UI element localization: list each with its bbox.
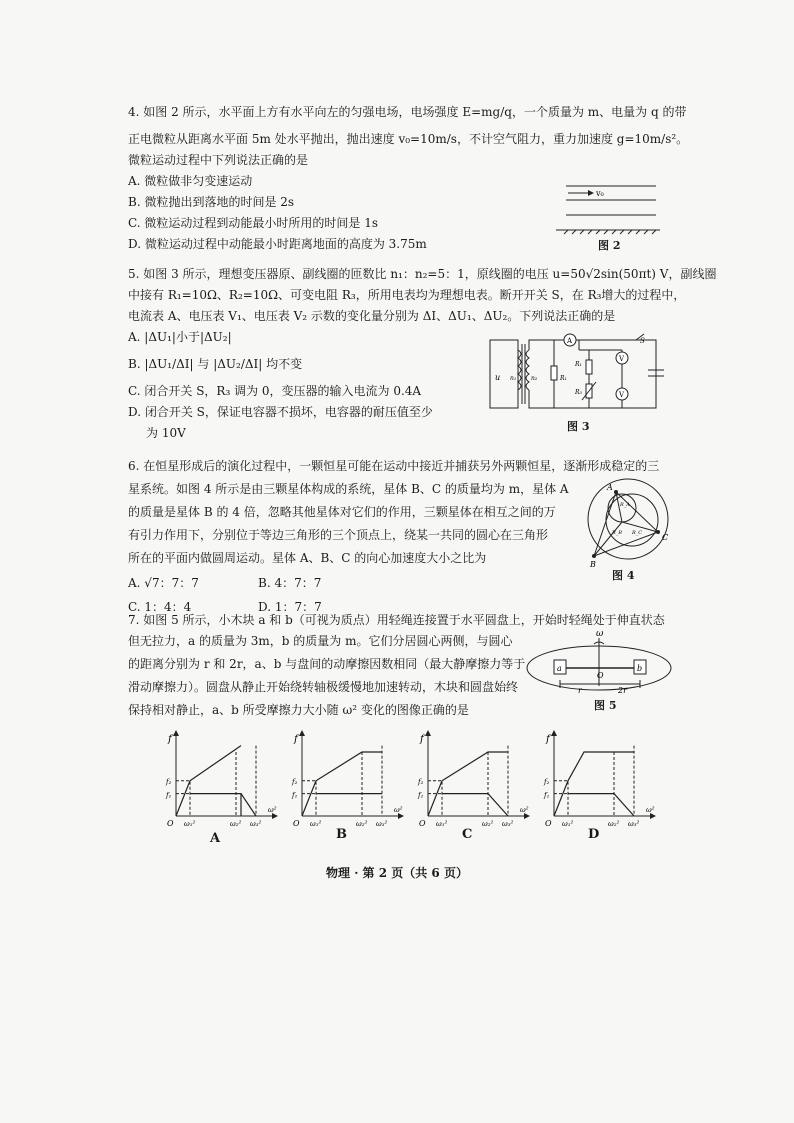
question-4-option-d: D. 微粒运动过程中动能最小时距离地面的高度为 3.75m [128, 237, 427, 251]
question-6-line-2: 星系统。如图 4 所示是由三颗星体构成的系统，星体 B、C 的质量均为 m，星体 A [128, 482, 569, 496]
svg-text:A: A [567, 337, 573, 345]
svg-text:R_A: R_A [620, 502, 630, 508]
chart-0-drop [241, 794, 256, 816]
chart-0-y-arrow [173, 730, 179, 736]
chart-2-ylabel: f [420, 734, 424, 745]
svg-text:A: A [607, 483, 613, 492]
figure-4-three-stars [582, 474, 672, 569]
question-6-option-d: D. 1：7：7 [258, 600, 322, 614]
chart-label-a: A [210, 831, 221, 846]
question-4-line-1: 4. 如图 2 所示，水平面上方有水平向左的匀强电场，电场强度 E=mg/q，一个质量为 m、电量为 q 的带 [128, 105, 687, 119]
chart-0-xlabel: ω² [268, 806, 277, 814]
question-5-line-3: 电流表 A、电压表 V₁、电压表 V₂ 示数的变化量分别为 ΔI、ΔU₁、ΔU₂。下列说法正确的是 [128, 309, 616, 323]
svg-text:S: S [640, 337, 645, 345]
question-4-line-3: 微粒运动过程中下列说法正确的是 [128, 153, 309, 167]
chart-2-curve-a [442, 794, 508, 816]
question-4-option-c: C. 微粒运动过程到动能最小时所用的时间是 1s [128, 216, 378, 230]
chart-1-f2-label: f₂ [292, 777, 298, 786]
figure-3-circuit [486, 328, 666, 418]
svg-text:b: b [637, 664, 643, 673]
question-7-line-2: 但无拉力，a 的质量为 3m，b 的质量为 m。它们分居圆心两侧，与圆心 [128, 634, 513, 648]
chart-0-w2-label: ω₂² [230, 820, 242, 828]
question-6-line-1: 6. 在恒星形成后的演化过程中，一颗恒星可能在运动中接近并捕获另外两颗恒星，逐渐形成稳定的三 [128, 459, 660, 473]
svg-text:V: V [619, 355, 625, 363]
chart-3-curve-a [568, 794, 634, 816]
chart-3-y-arrow [551, 730, 557, 736]
figure-5-label: 图 5 [594, 699, 617, 712]
chart-1-origin: O [293, 819, 300, 828]
chart-1-curve-b [302, 752, 382, 816]
chart-1-w1-label: ω₁² [310, 820, 322, 828]
chart-3-origin: O [545, 819, 552, 828]
question-5-option-b: B. |ΔU₁/ΔI| 与 |ΔU₂/ΔI| 均不变 [128, 357, 303, 371]
svg-text:V: V [619, 391, 625, 399]
figure-3-label: 图 3 [567, 420, 590, 433]
chart-3-f2-label: f₂ [544, 777, 550, 786]
question-5-option-d-cont: 为 10V [146, 426, 186, 440]
svg-text:r: r [578, 686, 582, 695]
question-5-option-a: A. |ΔU₁|小于|ΔU₂| [128, 330, 232, 344]
svg-text:2r: 2r [618, 686, 627, 695]
question-6 [128, 456, 659, 618]
question-6-line-3: 的质量是星体 B 的 4 倍，忽略其他星体对它们的作用，三颗星体在相互之间的万 [128, 505, 556, 519]
question-6-option-b: B. 4：7：7 [258, 576, 322, 590]
chart-1-y-arrow [299, 730, 305, 736]
svg-text:O: O [597, 671, 604, 680]
chart-3-w2-label: ω₂² [608, 820, 620, 828]
question-6-options-row-1 [128, 573, 659, 594]
svg-text:n₂: n₂ [531, 375, 538, 382]
chart-label-b: B [336, 827, 347, 842]
chart-2-xlabel: ω² [520, 806, 529, 814]
question-6-option-c: C. 1：4：4 [128, 600, 192, 614]
svg-text:ω: ω [596, 630, 604, 639]
question-7-line-4: 滑动摩擦力）。圆盘从静止开始绕转轴极缓慢地加速转动，木块和圆盘始终 [128, 680, 519, 694]
question-7-line-5: 保持相对静止，a、b 所受摩擦力大小随 ω² 变化的图像正确的是 [128, 703, 469, 717]
chart-2-y-arrow [425, 730, 431, 736]
figure-5-rotating-disk [524, 630, 674, 696]
chart-1-ylabel: f [294, 734, 298, 745]
question-5-option-d: D. 闭合开关 S，保证电容器不损坏，电容器的耐压值至少 [128, 405, 433, 419]
svg-text:C: C [662, 533, 669, 542]
question-4-option-a: A. 微粒做非匀变速运动 [128, 174, 253, 188]
chart-0-w1-label: ω₁² [184, 820, 196, 828]
chart-2-curve-b [428, 752, 508, 816]
chart-label-d: D [588, 827, 600, 842]
svg-text:u: u [495, 373, 501, 382]
figure-4-label: 图 4 [612, 569, 635, 582]
question-5-option-c: C. 闭合开关 S，R₃ 调为 0，变压器的输入电流为 0.4A [128, 384, 422, 398]
chart-0-ylabel: f [168, 734, 172, 745]
chart-0-curve-a [190, 794, 241, 816]
figure-2-label: 图 2 [598, 239, 621, 252]
figure-2-v0-label: v₀ [596, 189, 604, 198]
chart-3-f1-label: f₁ [544, 791, 550, 800]
svg-text:B: B [590, 560, 596, 569]
chart-label-c: C [462, 827, 473, 842]
chart-1-f1-label: f₁ [292, 791, 298, 800]
svg-text:R_B: R_B [612, 530, 622, 536]
chart-1-w3-label: ω₃² [376, 820, 388, 828]
question-4-option-b: B. 微粒抛出到落地的时间是 2s [128, 195, 295, 209]
chart-0-f2-label: f₂ [166, 777, 172, 786]
svg-text:n₁: n₁ [510, 375, 517, 382]
chart-2-f2-label: f₂ [418, 777, 424, 786]
page-footer: 物理 · 第 2 页（共 6 页） [326, 866, 468, 880]
question-7-line-1: 7. 如图 5 所示，小木块 a 和 b（可视为质点）用轻绳连接置于水平圆盘上，开始时轻绳处于伸直状态 [128, 613, 665, 627]
chart-3-ylabel: f [546, 734, 550, 745]
svg-text:R₃: R₃ [575, 389, 582, 396]
chart-2-w3-label: ω₃² [502, 820, 514, 828]
chart-3-xlabel: ω² [646, 806, 655, 814]
chart-3-w1-label: ω₁² [562, 820, 574, 828]
chart-3-w3-label: ω₃² [628, 820, 640, 828]
chart-0-curve-b [176, 746, 241, 816]
chart-2-w1-label: ω₁² [436, 820, 448, 828]
chart-3-curve-b [554, 752, 634, 816]
question-6-option-a: A. √7：7：7 [128, 576, 199, 590]
chart-0-f1-label: f₁ [166, 791, 172, 800]
question-4-line-2: 正电微粒从距离水平面 5m 处水平抛出，抛出速度 v₀=10m/s，不计空气阻力，重力加速度 g=10m/s²。 [128, 132, 689, 146]
chart-1-w2-label: ω₂² [356, 820, 368, 828]
answer-charts [150, 728, 670, 833]
question-6-line-5: 所在的平面内做圆周运动。星体 A、B、C 的向心加速度大小之比为 [128, 551, 487, 565]
svg-text:a: a [557, 664, 562, 673]
figure-2-electric-field [556, 178, 666, 238]
chart-2-f1-label: f₁ [418, 791, 424, 800]
question-7-line-3: 的距离分别为 r 和 2r，a、b 与盘间的动摩擦因数相同（最大静摩擦力等于 [128, 657, 526, 671]
svg-text:R_C: R_C [632, 530, 643, 536]
question-6-line-4: 有引力作用下，分别位于等边三角形的三个顶点上，绕某一共同的圆心在三角形 [128, 528, 549, 542]
chart-2-w2-label: ω₂² [482, 820, 494, 828]
question-5-line-1: 5. 如图 3 所示，理想变压器原、副线圈的匝数比 n₁：n₂=5：1，原线圈的电压 u=50√2sin(50πt) V，副线圈 [128, 267, 717, 281]
question-5-line-2: 中接有 R₁=10Ω、R₂=10Ω、可变电阻 R₃，所用电表均为理想电表。断开开关 S，在 R₃增大的过程中， [128, 288, 686, 302]
chart-2-origin: O [419, 819, 426, 828]
chart-0-w3-label: ω₃² [250, 820, 262, 828]
chart-1-xlabel: ω² [394, 806, 403, 814]
svg-text:R₁: R₁ [560, 375, 567, 382]
svg-text:R₁: R₁ [575, 361, 582, 368]
chart-0-origin: O [167, 819, 174, 828]
